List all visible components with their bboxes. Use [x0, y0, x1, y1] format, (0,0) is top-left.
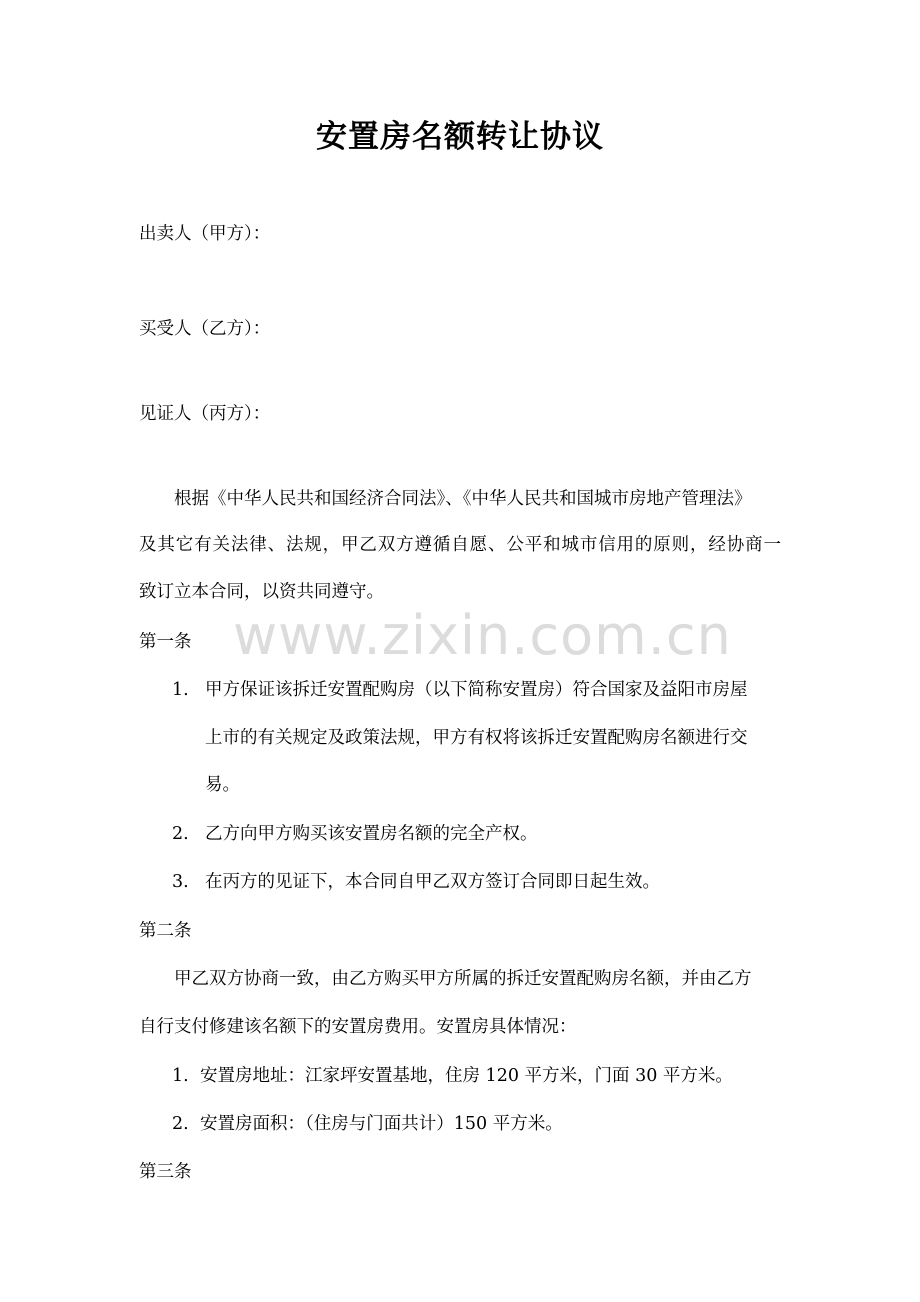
article-1-item-2-number: 2.: [172, 824, 189, 844]
buyer-label: 买受人（乙方）：: [139, 319, 271, 339]
preamble-line-3: 致订立本合同，以资共同遵守。: [139, 582, 384, 602]
watermark: www.zixin.com.cn: [233, 604, 732, 667]
preamble-line-2: 及其它有关法律、法规，甲乙双方遵循自愿、公平和城市信用的原则，经协商一: [139, 535, 781, 555]
preamble-line-1: 根据《中华人民共和国经济合同法》、《中华人民共和国城市房地产管理法》: [174, 489, 752, 509]
article-1-item-1-line-2: 上市的有关规定及政策法规，甲方有权将该拆迁安置配购房名额进行交: [205, 728, 748, 748]
article-1-item-3-number: 3.: [172, 872, 189, 892]
article-2-item-1-text: 安置房地址：江家坪安置基地，住房 120 平方米，门面 30 平方米。: [200, 1066, 733, 1086]
article-1-item-1-line-3: 易。: [205, 775, 240, 795]
article-2-item-2-number: 2.: [172, 1114, 189, 1134]
article-2-item-2-text: 安置房面积：（住房与门面共计）150 平方米。: [200, 1114, 563, 1134]
article-2-heading: 第二条: [139, 921, 192, 941]
article-1-item-1-line-1: 甲方保证该拆迁安置配购房（以下简称安置房）符合国家及益阳市房屋: [205, 680, 748, 700]
article-3-heading: 第三条: [139, 1162, 192, 1182]
article-1-item-1-number: 1.: [172, 680, 189, 700]
article-1-heading: 第一条: [139, 632, 192, 652]
document-title: 安置房名额转让协议: [316, 119, 604, 155]
article-2-line-2: 自行支付修建该名额下的安置房费用。安置房具体情况：: [139, 1017, 577, 1037]
seller-label: 出卖人（甲方）：: [139, 224, 271, 244]
article-2-item-1-number: 1.: [172, 1066, 189, 1086]
witness-label: 见证人（丙方）：: [139, 404, 271, 424]
article-1-item-2-text: 乙方向甲方购买该安置房名额的完全产权。: [205, 824, 538, 844]
article-2-line-1: 甲乙双方协商一致，由乙方购买甲方所属的拆迁安置配购房名额，并由乙方: [174, 969, 752, 989]
article-1-item-3-text: 在丙方的见证下，本合同自甲乙双方签订合同即日起生效。: [205, 872, 660, 892]
